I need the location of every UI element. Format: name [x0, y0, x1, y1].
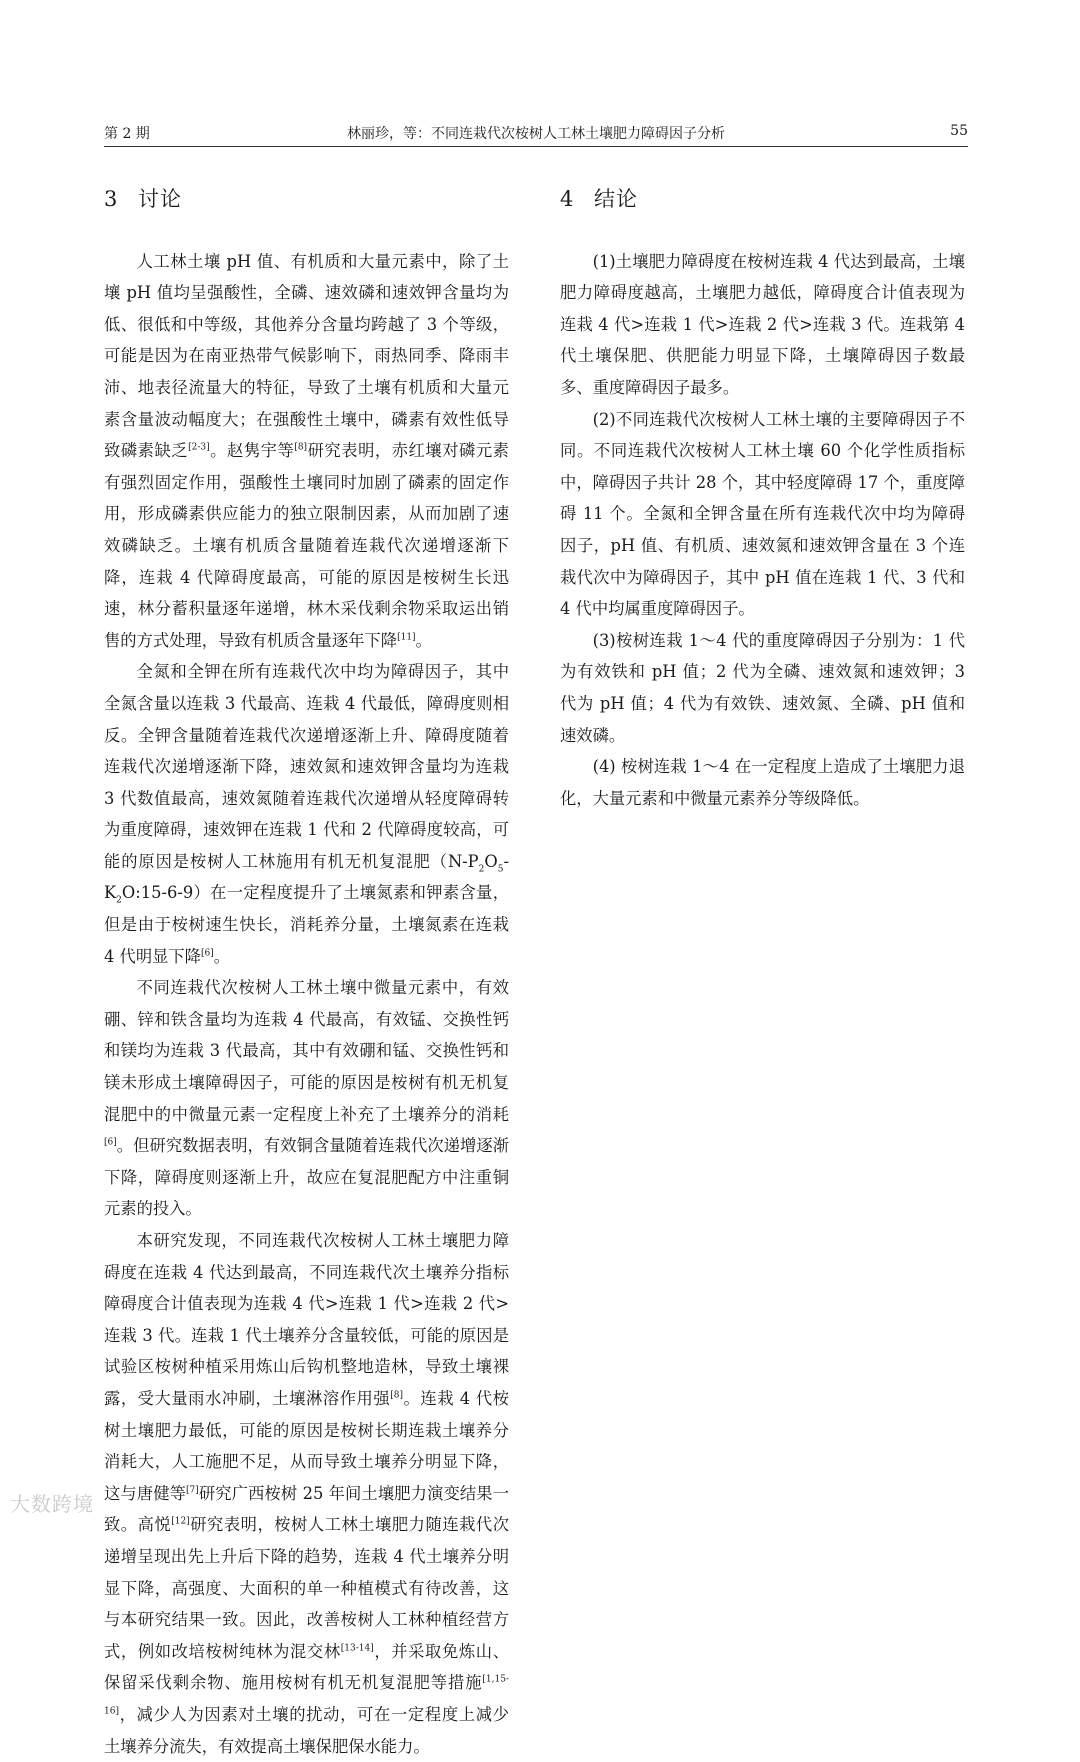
- running-header: [104, 120, 968, 147]
- paragraph: 不同连栽代次桉树人工林土壤中微量元素中，有效硼、锌和铁含量均为连栽 4 代最高，有效锰、交换性钙和镁均为连栽 3 代最高，其中有效硼和锰、交换性钙和镁未形成土壤障碍因子，可能的原因是桉树有机无机复混肥中的中微量元素一定程度上补充了土壤养分的消耗[6]。但研究数据表明，有效铜含量随着连栽代次递增逐渐下降，障碍度则逐渐上升，故应在复混肥配方中注重铜元素的投入。: [104, 978, 509, 1219]
- citation: [6]: [104, 1137, 117, 1148]
- citation: [11]: [397, 632, 416, 643]
- citation: [7]: [186, 1485, 199, 1496]
- section-number: 3: [104, 187, 119, 211]
- citation: [12]: [171, 1516, 190, 1527]
- watermark-logo: 大数跨境: [10, 1492, 94, 1516]
- left-column: [104, 172, 509, 1762]
- section-title: 结论: [594, 187, 638, 211]
- conclusion-item: (1)土壤肥力障碍度在桉树连栽 4 代达到最高，土壤肥力障碍度越高，土壤肥力越低，障碍度合计值表现为连栽 4 代>连栽 1 代>连栽 2 代>连栽 3 代。连栽第 4 代土壤保肥、供肥能力明显下降，土壤障碍因子数最多、重度障碍因子最多。: [560, 251, 965, 397]
- paragraph: 全氮和全钾在所有连栽代次中均为障碍因子，其中全氮含量以连栽 3 代最高、连栽 4 代最低，障碍度则相反。全钾含量随着连栽代次递增逐渐上升、障碍度随着连栽代次递增逐渐下降，速效氮和速效钾含量均为连栽 3 代数值最高，速效氮随着连栽代次递增从轻度障碍转为重度障碍，速效钾在连栽 1 代和 2 代障碍度较高，可能的原因是桉树人工林施用有机无机复混肥$(N-P_2O_5-K_2O:15-6-9)$在一定程度提升了土壤氮素和钾素含量，但是由于桉树速生快长，消耗养分量，土壤氮素在连栽 4 代明显下降[6]。: [104, 662, 509, 966]
- section-3-heading: [104, 184, 509, 216]
- paragraph: 本研究发现，不同连栽代次桉树人工林土壤肥力障碍度在连栽 4 代达到最高，不同连栽代次土壤养分指标障碍度合计值表现为连栽 4 代>连栽 1 代>连栽 2 代>连栽 3 代。连栽 1 代土壤养分含量较低，可能的原因是试验区桉树种植采用炼山后钩机整地造林，导致土壤裸露，受大量雨水冲刷，土壤淋溶作用强[8]。连栽 4 代桉树土壤肥力最低，可能的原因是桉树长期连栽土壤养分消耗大，人工施肥不足，从而导致土壤养分明显下降，这与唐健等[7]研究广西桉树 25 年间土壤肥力演变结果一致。高悦[12]研究表明，桉树人工林土壤肥力随连栽代次递增呈现出先上升后下降的趋势，连栽 4 代土壤养分明显下降，高强度、大面积的单一种植模式有待改善，这与本研究结果一致。因此，改善桉树人工林种植经营方式，例如改培桉树纯林为混交林[13-14]，并采取免炼山、保留采伐剩余物、施用桉树有机无机复混肥等措施[1,15-16]，减少人为因素对土壤的扰动，可在一定程度上减少土壤养分流失，有效提高土壤保肥保水能力。: [104, 1231, 509, 1756]
- paragraph: 人工林土壤 pH 值、有机质和大量元素中，除了土壤 pH 值均呈强酸性，全磷、速效磷和速效钾含量均为低、很低和中等级，其他养分含量均跨越了 3 个等级，可能是因为在南亚热带气候影响下，雨热同季、降雨丰沛、地表径流量大的特征，导致了土壤有机质和大量元素含量波动幅度大；在强酸性土壤中，磷素有效性低导致磷素缺乏[2-3]。赵隽宇等[8]研究表明，赤红壤对磷元素有强烈固定作用，强酸性土壤同时加剧了磷素的固定作用，形成磷素供应能力的独立限制因素，从而加剧了速效磷缺乏。土壤有机质含量随着连栽代次递增逐渐下降，连栽 4 代障碍度最高，可能的原因是桉树生长迅速，林分蓄积量逐年递增，林木采伐剩余物采取运出销售的方式处理，导致有机质含量逐年下降[11]。: [104, 251, 509, 650]
- section-title: 讨论: [138, 187, 182, 211]
- conclusion-item: (2)不同连栽代次桉树人工林土壤的主要障碍因子不同。不同连栽代次桉树人工林土壤 60 个化学性质指标中，障碍因子共计 28 个，其中轻度障碍 17 个，重度障碍 11 个。全氮和全钾含量在所有连栽代次中均为障碍因子，pH 值、有机质、速效氮和速效钾含量在 3 个连栽代次中为障碍因子，其中 pH 值在连栽 1 代、3 代和 4 代中均属重度障碍因子。: [560, 409, 965, 619]
- section-4-heading: [560, 184, 965, 216]
- citation: [1,15-16]: [104, 1674, 509, 1717]
- conclusion-item: (4) 桉树连栽 1～4 在一定程度上造成了土壤肥力退化，大量元素和中微量元素养分等级降低。: [560, 757, 965, 808]
- running-title: 林丽珍，等：不同连栽代次桉树人工林土壤肥力障碍因子分析: [347, 126, 725, 142]
- citation: [8]: [294, 442, 308, 453]
- citation: [6]: [200, 948, 214, 959]
- issue-number: 第 2 期: [104, 126, 150, 142]
- conclusion-item: (3)桉树连栽 1～4 代的重度障碍因子分别为：1 代为有效铁和 pH 值；2 代为全磷、速效氮和速效钾；3 代为 pH 值；4 代为有效铁、速效氮、全磷、pH 值和速效磷。: [560, 630, 965, 745]
- citation: [2-3]: [188, 442, 210, 453]
- citation: [8]: [390, 1390, 403, 1401]
- citation: [13-14]: [340, 1643, 374, 1654]
- page-number: 55: [950, 123, 968, 139]
- section-number: 4: [560, 187, 575, 211]
- right-column: [560, 172, 965, 814]
